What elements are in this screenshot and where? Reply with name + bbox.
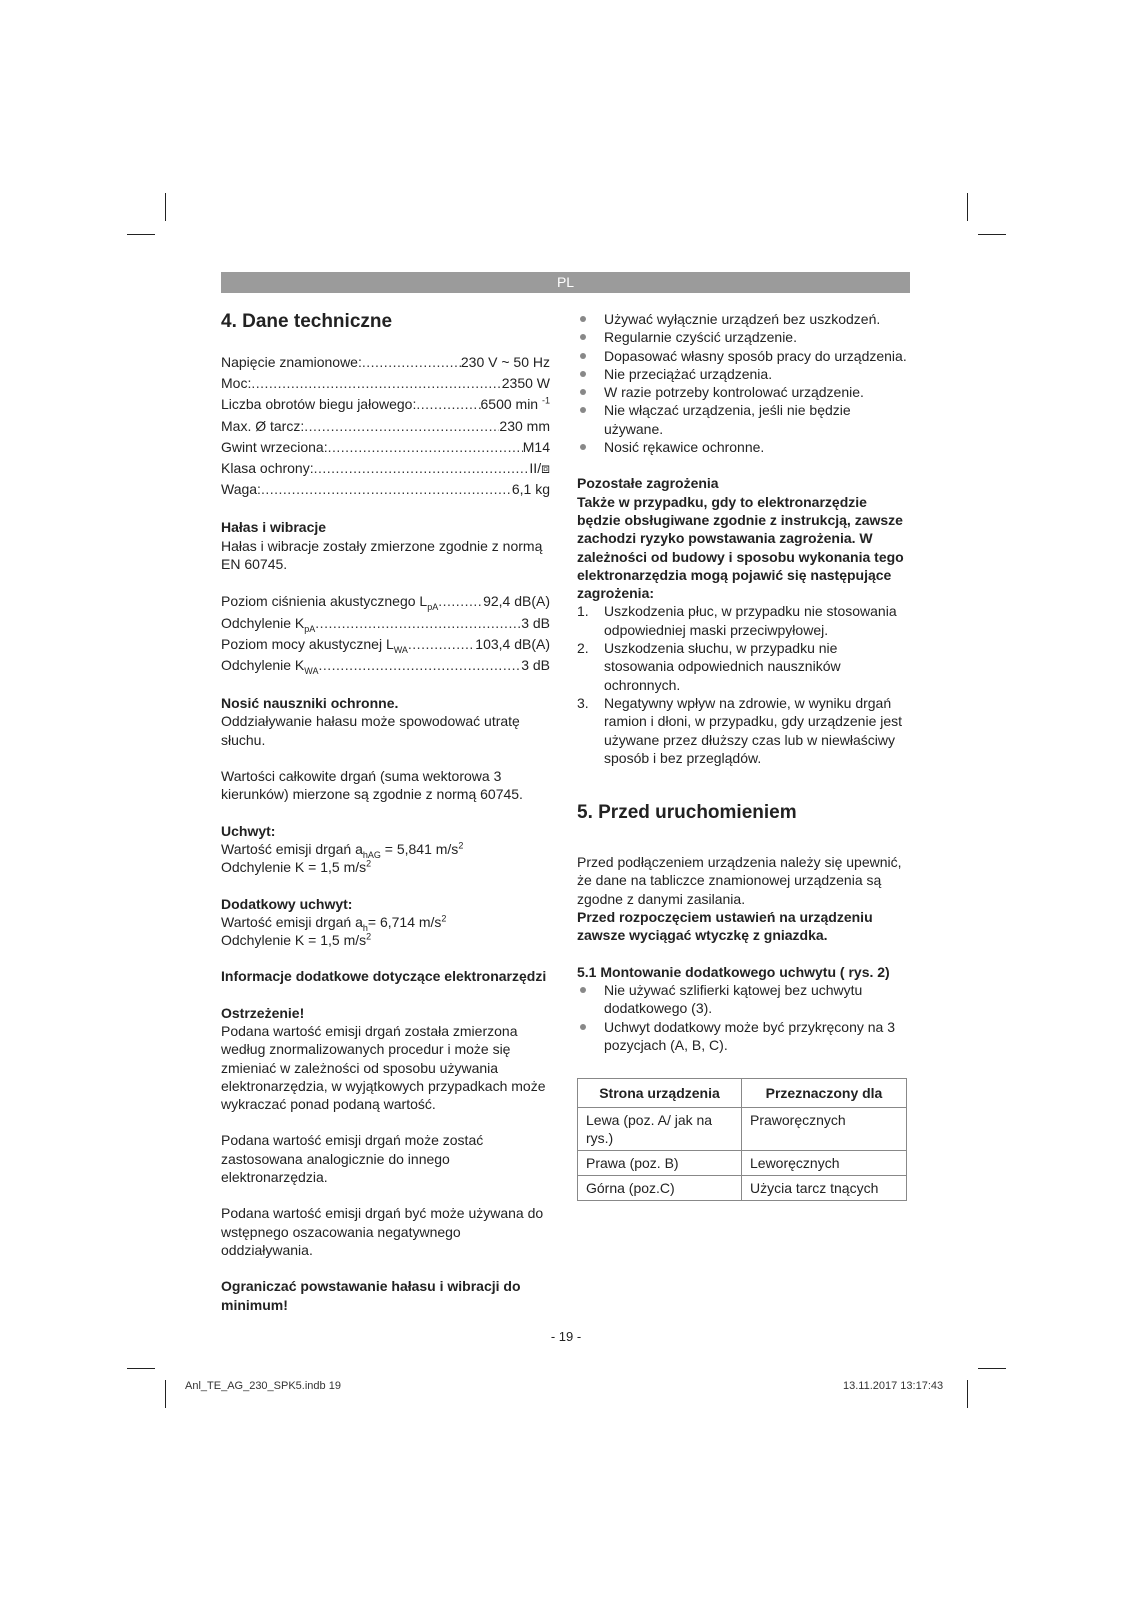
protection-class-icon: ⧈ xyxy=(541,460,550,477)
subsection-heading: 5.1 Montowanie dodatkowego uchwytu ( rys. 2) xyxy=(577,963,890,980)
noise-heading: Hałas i wibracje xyxy=(221,519,327,536)
crop-mark xyxy=(978,1368,1006,1369)
vibration-text: Wartości całkowite drgań (suma wektorowa 3 kierunków) mierzone są zgodnie z normą 60745. xyxy=(221,768,523,803)
warning-text: Podana wartość emisji drgań została zmierzona według znormalizowanych procedur i może się zmieniać w zależności od sposobu używania elektronarzędzia, w wyjątkowych przypadkach może wykraczać ponad podaną wartość. xyxy=(221,1022,546,1113)
table-cell: Lewa (poz. A/ jak na rys.) xyxy=(578,1108,742,1151)
spec-row: Liczba obrotów biegu jałowego: ..... 6500 min $^{-1}$ xyxy=(221,394,550,415)
limit-heading: Ograniczać powstawanie hałasu i wibracji do minimum! xyxy=(221,1278,521,1313)
table-cell: Prawa (poz. B) xyxy=(578,1151,742,1176)
noise-list xyxy=(221,591,550,676)
footer-date: 13.11.2017 13:17:43 xyxy=(843,1380,944,1392)
crop-mark xyxy=(978,234,1006,235)
risks-intro: Także w przypadku, gdy to elektronarzędzie będzie obsługiwane zgodnie z instrukcją, zawsze zachodzi ryzyko powstawania zagrożenia. W zależności od budowy i sposobu wykonania tego elektronarzędzia mogą pojawić się następujące zagrożenia: xyxy=(577,493,904,602)
crop-mark xyxy=(127,234,155,235)
crop-mark xyxy=(165,193,166,221)
crop-mark xyxy=(967,193,968,221)
ear-heading: Nosić nauszniki ochronne. xyxy=(221,695,399,712)
section-title: 5. Przed uruchomieniem xyxy=(577,802,797,824)
handle-position-table xyxy=(577,1078,907,1201)
language-bar: PL xyxy=(221,272,910,293)
info-heading: Informacje dodatkowe dotyczące elektronarzędzi xyxy=(221,968,547,985)
list-item: Używać wyłącznie urządzeń bez uszkodzeń. xyxy=(577,310,910,328)
spec-row: Moc: ..... 2350 W xyxy=(221,373,550,394)
table-row xyxy=(578,1108,907,1151)
info-text-3: Podana wartość emisji drgań być może używana do wstępnego oszacowania negatywnego oddziaływania. xyxy=(221,1205,544,1258)
noise-row: Poziom ciśnienia akustycznego $L_{pA}$ ..... 92,4 dB(A) xyxy=(221,591,550,612)
footer-file: Anl_TE_AG_230_SPK5.indb 19 xyxy=(185,1380,341,1392)
spec-row: Max. Ø tarcz: ..... 230 mm xyxy=(221,416,550,437)
noise-row: Poziom mocy akustycznej $L_{WA}$ ..... 103,4 dB(A) xyxy=(221,634,550,655)
table-row xyxy=(578,1151,907,1176)
noise-text: Hałas i wibracje zostały zmierzone zgodnie z normą EN 60745. xyxy=(221,537,543,573)
crop-mark xyxy=(967,1380,968,1408)
safety-bullet-list xyxy=(577,310,910,456)
spec-row: Klasa ochrony: ..... II/⧈ xyxy=(221,458,550,479)
column-header: Strona urządzenia xyxy=(578,1079,742,1108)
table-cell: Praworęcznych xyxy=(742,1108,907,1151)
risks-heading: Pozostałe zagrożenia xyxy=(577,475,719,492)
list-item: 2. Uszkodzenia słuchu, w przypadku nie stosowania odpowiednich nauszników ochronnych. xyxy=(577,640,841,693)
noise-row: Odchylenie $K_{pA}$ ..... 3 dB xyxy=(221,613,550,634)
table-header-row xyxy=(578,1079,907,1108)
crop-mark xyxy=(165,1380,166,1408)
crop-mark xyxy=(127,1368,155,1369)
list-item: Nie włączać urządzenia, jeśli nie będzie używane. xyxy=(577,401,910,438)
spec-list xyxy=(221,352,550,500)
left-column xyxy=(221,310,550,1314)
noise-row: Odchylenie $K_{WA}$ ..... 3 dB xyxy=(221,655,550,676)
handle-bullet-list xyxy=(577,981,910,1054)
section5-intro: Przed podłączeniem urządzenia należy się upewnić, że dane na tabliczce znamionowej urządzenia są zgodne z danymi zasilania. xyxy=(577,854,902,907)
table-cell: Górna (poz.C) xyxy=(578,1176,742,1201)
right-column xyxy=(577,310,910,1201)
extra-handle-heading: Dodatkowy uchwyt: xyxy=(221,895,353,912)
info-text-2: Podana wartość emisji drgań może zostać zastosowana analogicznie do innego elektronarzędzia. xyxy=(221,1132,484,1186)
handle-heading: Uchwyt: xyxy=(221,822,276,839)
handle-emission: Wartość emisji drgań $a_{hAG} = 5,841$ $m/s^2$ xyxy=(221,840,464,860)
list-item: Dopasować własny sposób pracy do urządzenia. xyxy=(577,347,910,365)
table-row xyxy=(578,1176,907,1201)
section-title: 4. Dane techniczne xyxy=(221,311,393,332)
spec-row: Napięcie znamionowe: ..... 230 V ~ 50 Hz xyxy=(221,352,550,373)
spec-row: Gwint wrzeciona: ..... M14 xyxy=(221,437,550,458)
list-item: Uchwyt dodatkowy może być przykręcony na 3 pozycjach (A, B, C). xyxy=(577,1018,910,1055)
list-item: W razie potrzeby kontrolować urządzenie. xyxy=(577,383,910,401)
list-item: 3. Negatywny wpływ na zdrowie, w wyniku drgań ramion i dłoni, w przypadku, gdy urządzenie jest używane przez dłuższy czas lub w niewłaściwy sposób i bez przeglądów. xyxy=(577,694,903,766)
list-item: Regularnie czyścić urządzenie. xyxy=(577,328,910,346)
extra-handle-emission: Wartość emisji drgań $a_h= 6,714$ $m/s^2$ xyxy=(221,913,447,933)
spec-row: Waga: ..... 6,1 kg xyxy=(221,479,550,500)
table-cell: Leworęcznych xyxy=(742,1151,907,1176)
table-cell: Użycia tarcz tnących xyxy=(742,1176,907,1201)
list-item: Nie przeciążać urządzenia. xyxy=(577,365,910,383)
list-item: Nie używać szlifierki kątowej bez uchwytu dodatkowego (3). xyxy=(577,981,910,1018)
warning-heading: Ostrzeżenie! xyxy=(221,1004,305,1021)
section5-intro-bold: Przed rozpoczęciem ustawień na urządzeniu zawsze wyciągać wtyczkę z gniazdka. xyxy=(577,909,873,944)
list-item: Nosić rękawice ochronne. xyxy=(577,438,910,456)
ear-text: Oddziaływanie hałasu może spowodować utratę słuchu. xyxy=(221,713,520,748)
extra-handle-deviation: Odchylenie K = 1,5 $m/s^2$ xyxy=(221,931,372,949)
list-item: 1. Uszkodzenia płuc, w przypadku nie stosowania odpowiedniej maski przeciwpyłowej. xyxy=(577,603,897,638)
page-number: - 19 - xyxy=(550,1329,582,1344)
handle-deviation: Odchylenie K = 1,5 $m/s^2$ xyxy=(221,858,372,876)
risks-list xyxy=(577,602,910,767)
column-header: Przeznaczony dla xyxy=(742,1079,907,1108)
